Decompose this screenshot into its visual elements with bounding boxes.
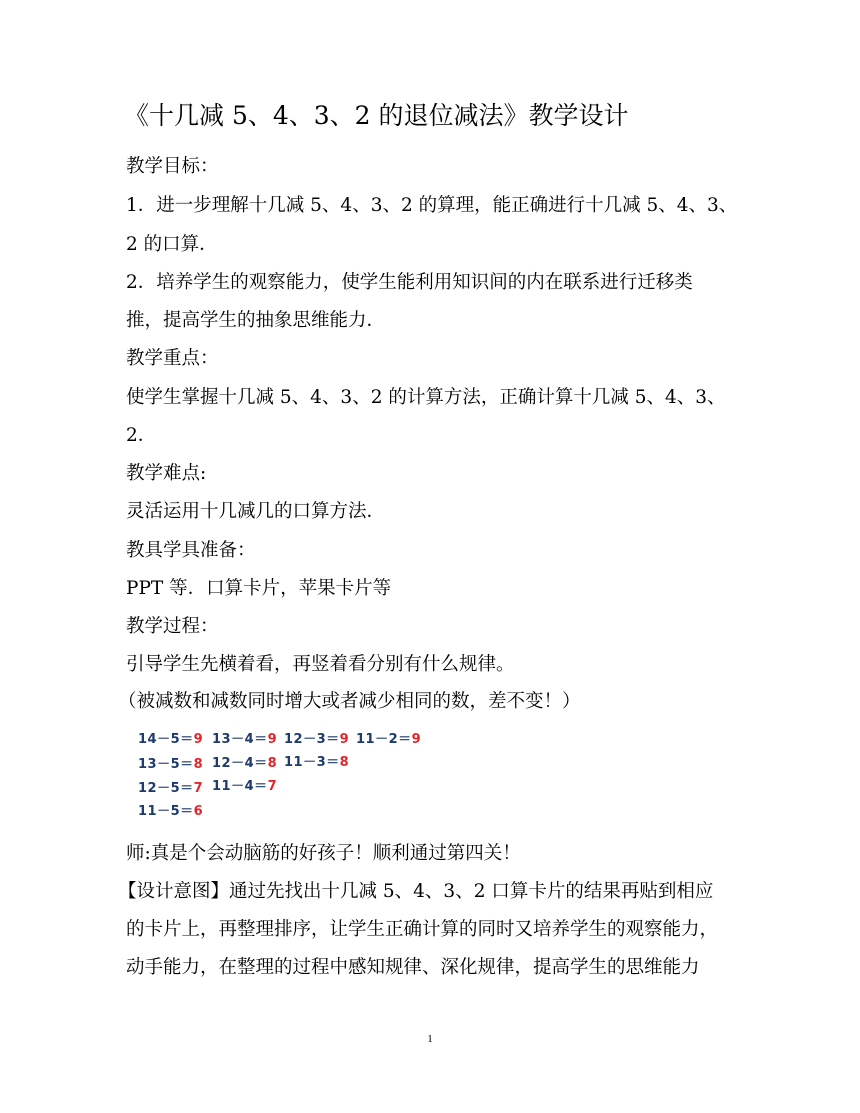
materials-line: PPT 等．口算卡片，苹果卡片等 [126, 578, 392, 599]
page-number: 1 [427, 1033, 433, 1045]
design-intent-line-2: 的卡片上，再整理排序，让学生正确计算的同时又培养学生的观察能力， [126, 919, 719, 940]
heading-key-points: 教学重点： [126, 348, 219, 369]
heading-teaching-goals: 教学目标： [126, 156, 219, 177]
equation-cards-image [134, 724, 434, 820]
equation-card: 11－3＝8 [284, 755, 350, 770]
key-point-line-1: 使学生掌握十几减 5、4、3、2 的计算方法，正确计算十几减 5、4、3、 [126, 387, 726, 408]
process-line-2: （被减数和减数同时增大或者减少相同的数，差不变！） [118, 691, 581, 712]
document-title: 《十几减 5、4、3、2 的退位减法》教学设计 [124, 101, 629, 130]
heading-materials: 教具学具准备： [126, 540, 256, 561]
design-intent-line-3: 动手能力，在整理的过程中感知规律、深化规律，提高学生的思维能力 [126, 957, 700, 978]
process-line-1: 引导学生先横着看，再竖着看分别有什么规律。 [126, 654, 515, 675]
equation-card: 14－5＝9 [138, 732, 204, 747]
equation-card: 12－3＝9 [284, 732, 350, 747]
design-intent-line-1: 【设计意图】通过先找出十几减 5、4、3、2 口算卡片的结果再贴到相应 [118, 881, 714, 902]
goal-2-line-2: 推，提高学生的抽象思维能力． [126, 310, 386, 331]
equation-card: 13－5＝8 [138, 757, 204, 772]
equation-card: 12－5＝7 [138, 781, 204, 796]
equation-card: 11－4＝7 [212, 779, 278, 794]
key-point-line-2: 2． [126, 425, 157, 446]
heading-process: 教学过程： [126, 616, 219, 637]
equation-card: 13－4＝9 [212, 732, 278, 747]
difficulty-line: 灵活运用十几减几的口算方法． [126, 501, 386, 522]
goal-2-line-1: 2．培养学生的观察能力，使学生能利用知识间的内在联系进行迁移类 [126, 272, 693, 293]
goal-1-line-2: 2 的口算． [126, 234, 218, 255]
goal-1-line-1: 1．进一步理解十几减 5、4、3、2 的算理，能正确进行十几减 5、4、3、 [126, 195, 738, 216]
equation-card: 12－4＝8 [212, 756, 278, 771]
teacher-remark: 师:真是个会动脑筋的好孩子！顺利通过第四关！ [126, 843, 521, 864]
equation-card: 11－2＝9 [356, 732, 422, 747]
heading-difficulties: 教学难点: [126, 463, 207, 484]
equation-card: 11－5＝6 [138, 804, 204, 819]
